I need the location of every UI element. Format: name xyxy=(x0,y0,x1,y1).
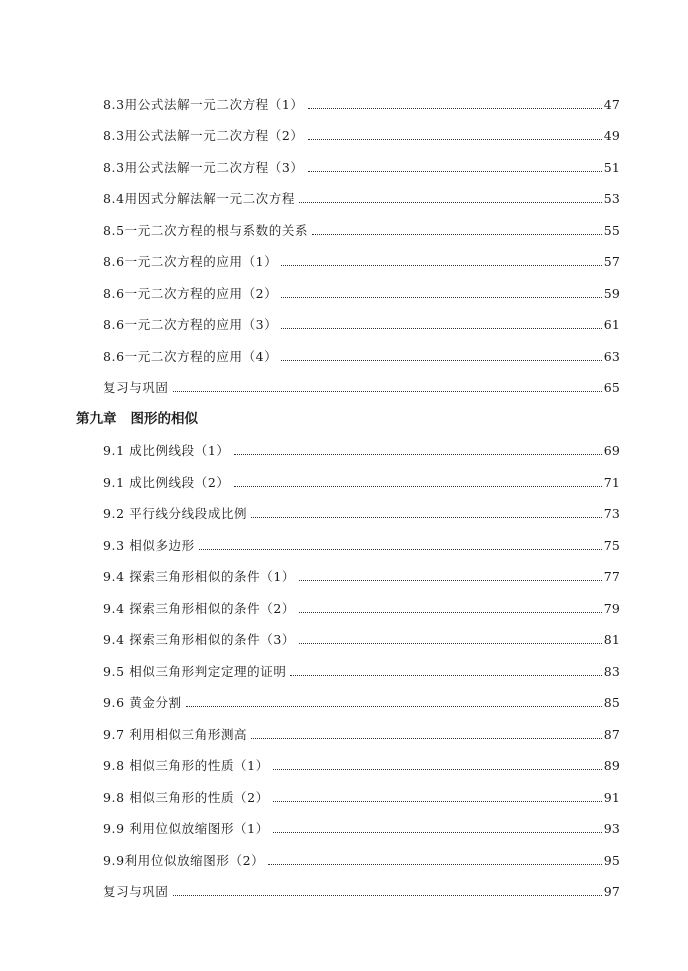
toc-entry[interactable] xyxy=(0,175,688,207)
toc-entry-title: 9.2 平行线分线段成比例 xyxy=(103,506,248,521)
toc-entry-title: 8.3用公式法解一元二次方程（1） xyxy=(103,96,304,112)
toc-entry[interactable] xyxy=(0,206,688,238)
toc-entry[interactable] xyxy=(0,710,688,742)
toc-entry-page: 47 xyxy=(603,96,620,112)
toc-entry-page: 65 xyxy=(603,380,620,395)
toc-entry[interactable] xyxy=(0,238,688,270)
toc-entry-page: 93 xyxy=(603,821,620,836)
toc-entry[interactable] xyxy=(0,80,688,112)
toc-entry[interactable] xyxy=(0,490,688,522)
toc-entry-page: 49 xyxy=(603,128,620,143)
toc-entry-page: 85 xyxy=(603,695,620,710)
toc-entry[interactable] xyxy=(0,269,688,301)
dot-leader xyxy=(186,705,602,707)
dot-leader xyxy=(299,642,602,644)
toc-entry-page: 75 xyxy=(603,537,620,553)
dot-leader xyxy=(308,107,602,109)
toc-entry-page: 97 xyxy=(603,884,620,899)
chapter-name: 图形的相似 xyxy=(130,410,198,427)
toc-entry[interactable] xyxy=(0,553,688,585)
dot-leader xyxy=(234,453,602,455)
toc-entry-page: 51 xyxy=(603,159,620,175)
toc-entry-title: 8.3用公式法解一元二次方程（2） xyxy=(103,128,304,143)
dot-leader xyxy=(273,831,602,833)
toc-entry-page: 69 xyxy=(603,443,620,458)
toc-entry-title: 9.8 相似三角形的性质（1） xyxy=(103,758,269,773)
dot-leader xyxy=(273,768,602,770)
toc-entry[interactable] xyxy=(0,521,688,553)
toc-entry-page: 55 xyxy=(603,222,620,238)
toc-entry[interactable] xyxy=(0,679,688,711)
toc-entry-title: 9.1 成比例线段（2） xyxy=(103,474,230,490)
toc-entry-title: 9.9利用位似放缩图形（2） xyxy=(103,852,265,868)
toc-entry[interactable] xyxy=(0,836,688,868)
toc-entry[interactable] xyxy=(0,647,688,679)
toc-entry[interactable] xyxy=(0,805,688,837)
dot-leader xyxy=(251,737,602,739)
dot-leader xyxy=(234,485,602,487)
toc-entry-title: 8.6一元二次方程的应用（4） xyxy=(103,348,278,364)
dot-leader xyxy=(268,863,601,865)
dot-leader xyxy=(299,201,602,203)
toc-entry-title: 9.4 探索三角形相似的条件（2） xyxy=(103,600,296,616)
toc-entry-title: 9.5 相似三角形判定定理的证明 xyxy=(103,663,287,679)
toc-entry-title: 9.7 利用相似三角形测高 xyxy=(103,726,248,742)
toc-entry-page: 91 xyxy=(603,789,620,805)
toc-entry[interactable] xyxy=(0,112,688,144)
toc-entry-title: 9.9 利用位似放缩图形（1） xyxy=(103,821,269,836)
chapter-heading[interactable] xyxy=(0,395,688,427)
toc-entry[interactable] xyxy=(0,427,688,459)
toc-entry-page: 77 xyxy=(603,569,620,584)
dot-leader xyxy=(308,170,602,172)
toc-entry[interactable] xyxy=(0,868,688,900)
toc-entry[interactable] xyxy=(0,616,688,648)
toc-entry-page: 59 xyxy=(603,285,620,301)
toc-entry-title: 9.1 成比例线段（1） xyxy=(103,443,230,458)
toc-entry-title: 8.6一元二次方程的应用（2） xyxy=(103,285,278,301)
toc-entry-page: 57 xyxy=(603,254,620,269)
toc-entry-title: 9.3 相似多边形 xyxy=(103,537,195,553)
dot-leader xyxy=(281,296,601,298)
dot-leader xyxy=(299,611,602,613)
dot-leader xyxy=(173,894,602,896)
toc-entry-page: 61 xyxy=(603,317,620,332)
dot-leader xyxy=(273,800,602,802)
dot-leader xyxy=(281,264,601,266)
toc-entry-title: 9.6 黄金分割 xyxy=(103,695,182,710)
dot-leader xyxy=(290,674,601,676)
toc-entry-title: 9.8 相似三角形的性质（2） xyxy=(103,789,269,805)
toc-entry-page: 79 xyxy=(603,600,620,616)
toc-entry[interactable] xyxy=(0,458,688,490)
toc-entry[interactable] xyxy=(0,742,688,774)
toc-entry-title: 复习与巩固 xyxy=(103,884,169,899)
dot-leader xyxy=(281,327,601,329)
toc-entry-page: 95 xyxy=(603,852,620,868)
chapter-number: 第九章 xyxy=(76,410,117,427)
toc-entry[interactable] xyxy=(0,773,688,805)
toc-entry-title: 9.4 探索三角形相似的条件（3） xyxy=(103,632,296,647)
dot-leader xyxy=(308,138,602,140)
toc-entry[interactable] xyxy=(0,364,688,396)
toc-entry[interactable] xyxy=(0,301,688,333)
dot-leader xyxy=(173,390,602,392)
toc-entry-title: 9.4 探索三角形相似的条件（1） xyxy=(103,569,296,584)
toc-entry-title: 复习与巩固 xyxy=(103,380,169,395)
toc-entry-page: 71 xyxy=(603,474,620,490)
toc-entry-title: 8.5一元二次方程的根与系数的关系 xyxy=(103,222,309,238)
dot-leader xyxy=(299,579,602,581)
table-of-contents xyxy=(0,80,688,899)
toc-entry[interactable] xyxy=(0,143,688,175)
toc-entry-page: 73 xyxy=(603,506,620,521)
toc-entry[interactable] xyxy=(0,584,688,616)
toc-entry-title: 8.4用因式分解法解一元二次方程 xyxy=(103,191,295,206)
toc-entry-page: 83 xyxy=(603,663,620,679)
toc-entry-page: 81 xyxy=(603,632,620,647)
toc-entry-title: 8.3用公式法解一元二次方程（3） xyxy=(103,159,304,175)
toc-entry[interactable] xyxy=(0,332,688,364)
dot-leader xyxy=(251,516,602,518)
toc-entry-page: 87 xyxy=(603,726,620,742)
toc-entry-page: 89 xyxy=(603,758,620,773)
toc-entry-title: 8.6一元二次方程的应用（3） xyxy=(103,317,278,332)
toc-entry-title: 8.6一元二次方程的应用（1） xyxy=(103,254,278,269)
dot-leader xyxy=(199,548,602,550)
toc-entry-page: 63 xyxy=(603,348,620,364)
dot-leader xyxy=(281,359,601,361)
dot-leader xyxy=(312,233,602,235)
toc-entry-page: 53 xyxy=(603,191,620,206)
